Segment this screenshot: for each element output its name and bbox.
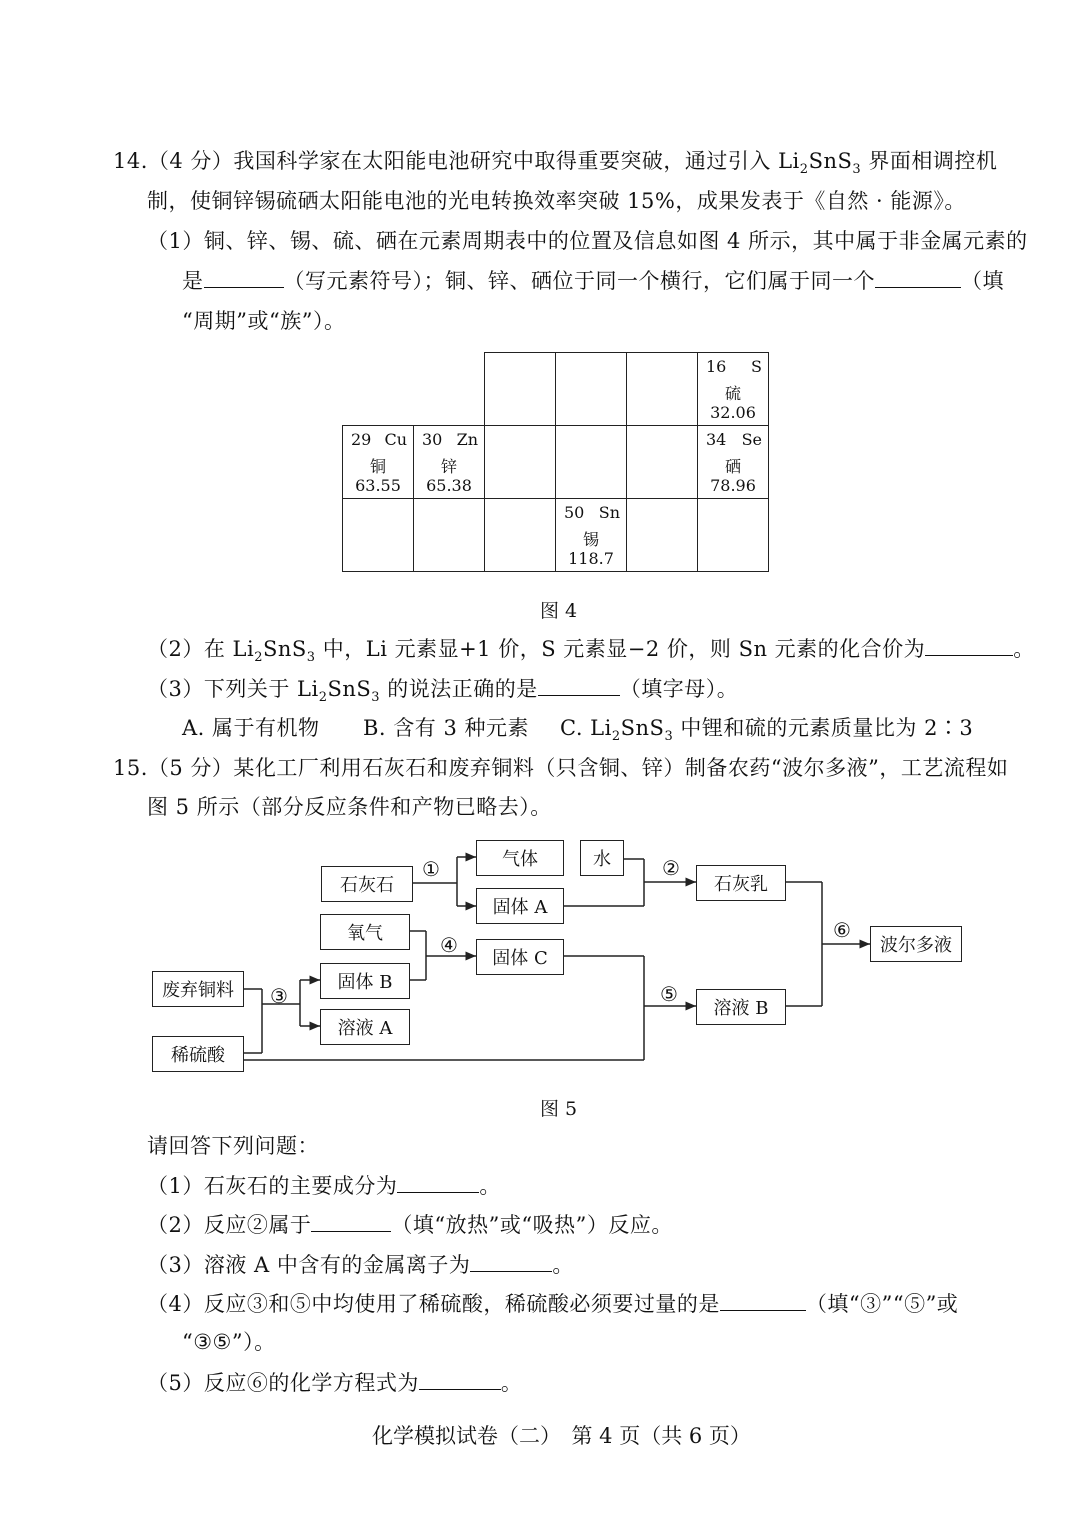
scrap-copper-box: 废弃铜料	[152, 971, 244, 1007]
q14-part1-line3: “周期”或“族”）。	[182, 309, 346, 333]
q14-option-a: A. 属于有机物	[182, 716, 320, 740]
q14-option-b: B. 含有 3 种元素	[363, 716, 529, 740]
element-cell-sn: 50 Sn 锡 118.7	[564, 503, 620, 568]
q15-part1: （1）石灰石的主要成分为 。	[147, 1170, 501, 1201]
solid-a-box: 固体 A	[476, 888, 564, 924]
solid-b-box: 固体 B	[320, 963, 410, 999]
q14-line1: 14.（4 分）我国科学家在太阳能电池研究中取得重要突破，通过引入 $Li_2SnS_3$ 界面相调控机	[113, 149, 998, 178]
page-footer: 化学模拟试卷（二） 第 4 页（共 6 页）	[372, 1424, 751, 1448]
limestone-box: 石灰石	[321, 866, 413, 902]
element-cell-se: 34 Se 硒 78.96	[706, 430, 762, 495]
solid-c-box: 固体 C	[476, 939, 564, 975]
reaction-2-label: ②	[662, 856, 680, 880]
q15-part2: （2）反应②属于 （填“放热”或“吸热”）反应。	[147, 1209, 673, 1240]
answer-blank[interactable]	[419, 1367, 501, 1390]
oxygen-box: 氧气	[320, 914, 410, 950]
answer-blank[interactable]	[311, 1209, 391, 1232]
element-cell-s: 16 S 硫 32.06	[706, 357, 762, 422]
q15-part4-line1: （4）反应③和⑤中均使用了稀硫酸，稀硫酸必须要过量的是 （填“③”“⑤”或	[147, 1288, 958, 1319]
q14-part3: （3）下列关于 $Li_2SnS_3$ 的说法正确的是 （填字母）。	[147, 673, 738, 704]
reaction-6-label: ⑥	[833, 918, 851, 942]
q15-part4-line2: “③⑤”）。	[182, 1330, 276, 1354]
q14-line2: 制，使铜锌锡硫硒太阳能电池的光电转换效率突破 15%，成果发表于《自然 · 能源》。	[147, 189, 966, 213]
reaction-1-label: ①	[422, 857, 440, 881]
solution-a-box: 溶液 A	[320, 1009, 410, 1045]
gas-box: 气体	[476, 840, 564, 876]
figure5-caption: 图 5	[540, 1098, 578, 1120]
bordeaux-mixture-box: 波尔多液	[870, 926, 962, 962]
reaction-3-label: ③	[270, 984, 288, 1008]
answer-blank[interactable]	[397, 1170, 479, 1193]
q15-part5: （5）反应⑥的化学方程式为 。	[147, 1367, 522, 1398]
q15-part3: （3）溶液 A 中含有的金属离子为 。	[147, 1249, 574, 1280]
answer-blank[interactable]	[720, 1288, 806, 1311]
q14-part1-line2: 是 （写元素符号）；铜、锌、硒位于同一个横行，它们属于同一个 （填	[182, 265, 1004, 296]
q15-line2: 图 5 所示（部分反应条件和产物已略去）。	[147, 795, 552, 819]
figure4-caption: 图 4	[540, 600, 578, 622]
q14-part1-line1: （1）铜、锌、锡、硫、硒在元素周期表中的位置及信息如图 4 所示，其中属于非金属元素的	[147, 229, 1028, 253]
lime-milk-box: 石灰乳	[696, 865, 786, 901]
q14-option-c: C. $Li_2SnS_3$ 中锂和硫的元素质量比为 2∶3	[560, 716, 974, 745]
solution-b-box: 溶液 B	[696, 989, 786, 1025]
element-cell-cu: 29 Cu 铜 63.55	[351, 430, 407, 495]
q15-line1: 15.（5 分）某化工厂利用石灰石和废弃铜料（只含铜、锌）制备农药“波尔多液”，工艺流程如	[113, 756, 1009, 780]
element-cell-zn: 30 Zn 锌 65.38	[422, 430, 478, 495]
water-box: 水	[580, 840, 624, 876]
reaction-5-label: ⑤	[660, 982, 678, 1006]
dilute-sulfuric-acid-box: 稀硫酸	[152, 1036, 244, 1072]
answer-blank[interactable]	[470, 1249, 552, 1272]
q15-prompt: 请回答下列问题：	[147, 1134, 319, 1158]
q14-part2: （2）在 $Li_2SnS_3$ 中，Li 元素显+1 价，S 元素显−2 价，则 Sn 元素的化合价为 。	[147, 633, 1035, 664]
reaction-4-label: ④	[440, 933, 458, 957]
